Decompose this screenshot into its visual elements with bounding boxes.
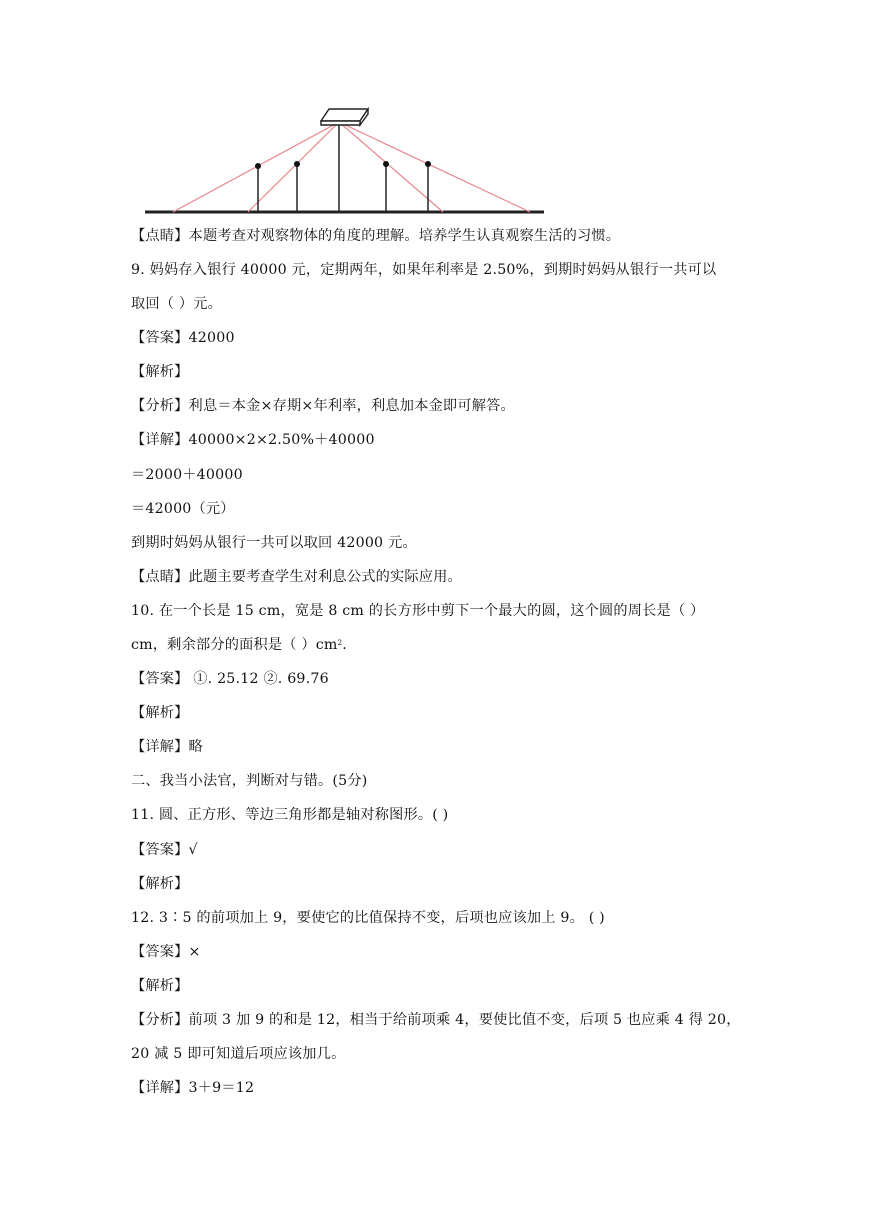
answer-label: 【答案】42000 xyxy=(131,330,235,346)
detail-line-2: ＝2000＋40000 xyxy=(131,467,243,483)
box-icon xyxy=(321,109,368,125)
analysis-label: 【解析】 xyxy=(131,364,189,380)
analysis-text: 【分析】利息＝本金×存期×年利率，利息加本金即可解答。 xyxy=(131,398,515,414)
analysis-label: 【解析】 xyxy=(131,705,189,721)
detail-line-3: ＝42000（元） xyxy=(131,501,235,517)
question-9-line-2: 取回（ ）元。 xyxy=(131,296,223,312)
answer-label: 【答案】 ①. 25.12 ②. 69.76 xyxy=(131,671,329,687)
detail-line: 【详解】3＋9＝12 xyxy=(131,1080,255,1096)
analysis-label: 【解析】 xyxy=(131,978,189,994)
q10-text: cm，剩余部分的面积是（ ）cm xyxy=(131,637,338,653)
question-12: 12. 3∶5 的前项加上 9，要使它的比值保持不变，后项也应该加上 9。 ( ) xyxy=(131,910,605,926)
analysis-label: 【解析】 xyxy=(131,876,189,892)
section-heading: 二、我当小法官，判断对与错。(5分) xyxy=(131,773,368,789)
question-11: 11. 圆、正方形、等边三角形都是轴对称图形。( ) xyxy=(131,807,449,823)
analysis-text-line-2: 20 减 5 即可知道后项应该加几。 xyxy=(131,1046,346,1062)
q10-superscript: 2 xyxy=(337,639,343,647)
sight-lines xyxy=(173,122,530,212)
question-9-line-1: 9. 妈妈存入银行 40000 元，定期两年，如果年利率是 2.50%，到期时妈妈从银行一共可以 xyxy=(131,262,717,278)
question-10-line-2 xyxy=(131,635,347,655)
q10-period: . xyxy=(342,637,347,653)
comment-line: 【点睛】本题考查对观察物体的角度的理解。培养学生认真观察生活的习惯。 xyxy=(131,228,621,244)
detail-conclusion: 到期时妈妈从银行一共可以取回 42000 元。 xyxy=(131,535,417,551)
observation-diagram xyxy=(140,100,550,220)
comment-line: 【点睛】此题主要考查学生对利息公式的实际应用。 xyxy=(131,569,462,585)
answer-label: 【答案】√ xyxy=(131,842,198,858)
pole-tops xyxy=(255,161,431,169)
detail-line: 【详解】略 xyxy=(131,739,203,755)
poles xyxy=(258,122,428,212)
question-10-line-1: 10. 在一个长是 15 cm，宽是 8 cm 的长方形中剪下一个最大的圆，这个圆的周长是（ ） xyxy=(131,603,705,619)
detail-line-1: 【详解】40000×2×2.50%＋40000 xyxy=(131,432,375,448)
analysis-text-line-1: 【分析】前项 3 加 9 的和是 12，相当于给前项乘 4，要使比值不变，后项 5 也应乘 4 得 20， xyxy=(131,1012,741,1028)
answer-label: 【答案】× xyxy=(131,944,201,960)
